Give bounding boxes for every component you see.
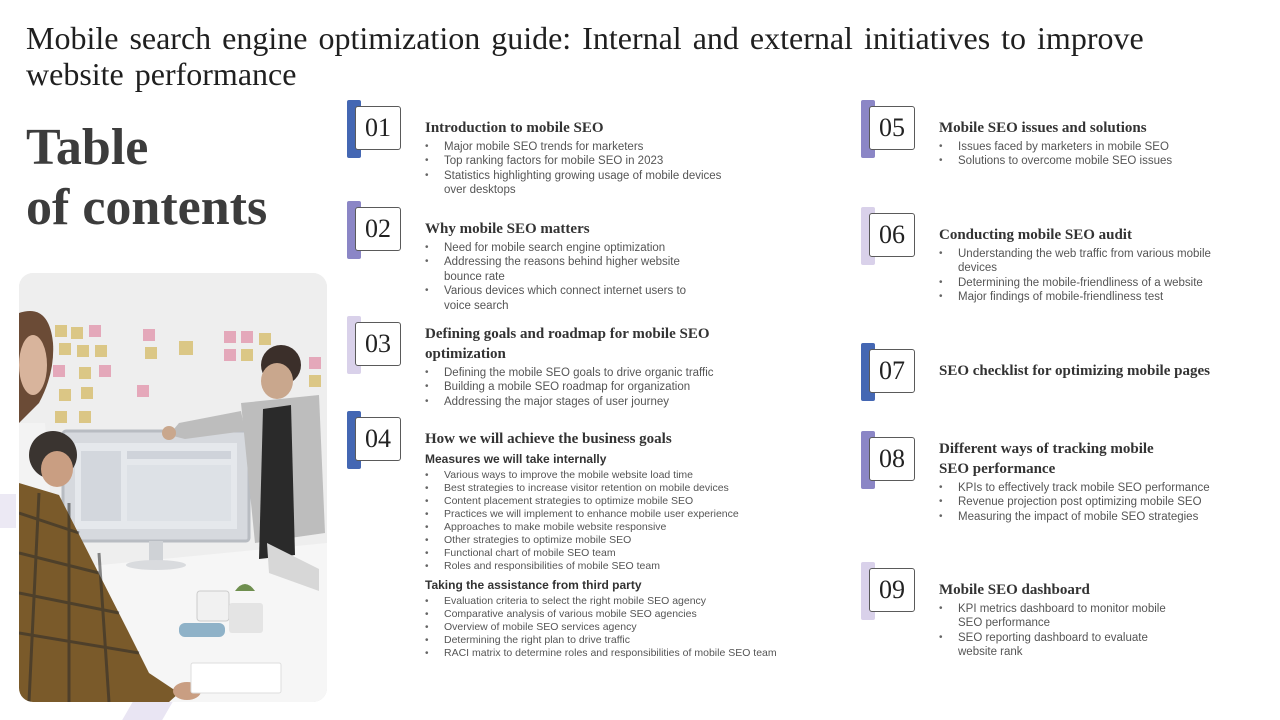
section-04 — [425, 429, 805, 660]
section-badge-01 — [347, 100, 407, 160]
bullet-item: • Addressing the major stages of user journey — [425, 395, 745, 409]
section-title: Different ways of tracking mobile SEO performance — [939, 441, 1154, 477]
section-title: Mobile SEO dashboard — [939, 582, 1090, 598]
bullet-item: • Measuring the impact of mobile SEO strategies — [939, 510, 1249, 524]
bullet-item: • Top ranking factors for mobile SEO in 2023 — [425, 154, 725, 168]
section-badge-09 — [861, 562, 921, 622]
section-bullets — [939, 602, 1189, 660]
section-title: Conducting mobile SEO audit — [939, 227, 1132, 243]
section-bullets — [939, 247, 1229, 305]
bullet-item: • Defining the mobile SEO goals to drive organic traffic — [425, 366, 745, 380]
section-number: 04 — [355, 417, 401, 461]
bullet-item: • Comparative analysis of various mobile SEO agencies — [425, 608, 805, 621]
bullet-item: • Best strategies to increase visitor retention on mobile devices — [425, 482, 805, 495]
section-title: Mobile SEO issues and solutions — [939, 120, 1147, 136]
bullet-item: • KPI metrics dashboard to monitor mobile SEO performance — [939, 602, 1189, 631]
bullet-item: • Issues faced by marketers in mobile SEO — [939, 140, 1239, 154]
internal-measures-heading: Measures we will take internally — [425, 452, 607, 466]
section-number: 01 — [355, 106, 401, 150]
section-bullets — [425, 366, 745, 409]
section-number: 08 — [869, 437, 915, 481]
bullet-item: • Overview of mobile SEO services agency — [425, 621, 805, 634]
section-title: SEO checklist for optimizing mobile pages — [939, 363, 1210, 379]
bullet-item: • Content placement strategies to optimize mobile SEO — [425, 495, 805, 508]
bullet-item: • Need for mobile search engine optimization — [425, 241, 695, 255]
section-number: 07 — [869, 349, 915, 393]
section-08 — [939, 439, 1249, 524]
section-02 — [425, 219, 695, 313]
bullet-item: • SEO reporting dashboard to evaluate website rank — [939, 631, 1189, 660]
section-badge-02 — [347, 201, 407, 261]
section-title: Introduction to mobile SEO — [425, 120, 604, 136]
section-number: 06 — [869, 213, 915, 257]
external-assistance-heading: Taking the assistance from third party — [425, 578, 642, 592]
bullet-item: • Building a mobile SEO roadmap for organization — [425, 380, 745, 394]
bullet-item: • Major findings of mobile-friendliness test — [939, 290, 1229, 304]
section-number: 05 — [869, 106, 915, 150]
section-title: Why mobile SEO matters — [425, 221, 590, 237]
bullet-item: • Determining the mobile-friendliness of a website — [939, 276, 1229, 290]
section-badge-06 — [861, 207, 921, 267]
section-number: 02 — [355, 207, 401, 251]
section-bullets — [939, 481, 1249, 524]
bullet-item: • Evaluation criteria to select the right mobile SEO agency — [425, 595, 805, 608]
bullet-item: • Other strategies to optimize mobile SEO — [425, 534, 805, 547]
section-07 — [939, 361, 1259, 381]
section-bullets — [939, 140, 1239, 169]
bullet-item: • Understanding the web traffic from various mobile devices — [939, 247, 1229, 276]
bullet-item: • Major mobile SEO trends for marketers — [425, 140, 725, 154]
section-bullets — [425, 241, 695, 313]
section-badge-05 — [861, 100, 921, 160]
section-06 — [939, 225, 1229, 305]
office-meeting-photo — [19, 273, 327, 702]
toc-heading-line-2: of contents — [26, 179, 268, 236]
toc-heading-line-1: Table — [26, 119, 149, 176]
section-badge-07 — [861, 343, 921, 403]
section-03 — [425, 324, 745, 409]
toc-heading — [26, 118, 267, 238]
section-09 — [939, 580, 1189, 660]
bullet-item: • Approaches to make mobile website responsive — [425, 521, 805, 534]
bullet-item: • Revenue projection post optimizing mobile SEO — [939, 495, 1249, 509]
decorative-shape-left — [0, 494, 16, 528]
section-bullets — [425, 140, 725, 198]
internal-measures-list — [425, 469, 805, 573]
bullet-item: • Statistics highlighting growing usage of mobile devices over desktops — [425, 169, 725, 198]
bullet-item: • Various devices which connect internet users to voice search — [425, 284, 695, 313]
office-meeting-illustration — [19, 273, 327, 702]
bullet-item: • Functional chart of mobile SEO team — [425, 547, 805, 560]
bullet-item: • Determining the right plan to drive traffic — [425, 634, 805, 647]
section-badge-03 — [347, 316, 407, 376]
decorative-shape-bottom — [122, 700, 174, 720]
section-number: 09 — [869, 568, 915, 612]
section-title: How we will achieve the business goals — [425, 431, 672, 447]
section-badge-08 — [861, 431, 921, 491]
section-01 — [425, 118, 725, 198]
section-number: 03 — [355, 322, 401, 366]
bullet-item: • Roles and responsibilities of mobile SEO team — [425, 560, 805, 573]
page-title: Mobile search engine optimization guide: Internal and external initiatives to improve website performance — [26, 20, 1144, 92]
bullet-item: • Various ways to improve the mobile website load time — [425, 469, 805, 482]
section-title: Defining goals and roadmap for mobile SEO optimization — [425, 326, 710, 362]
bullet-item: • Practices we will implement to enhance mobile user experience — [425, 508, 805, 521]
bullet-item: • KPIs to effectively track mobile SEO performance — [939, 481, 1249, 495]
external-assistance-list — [425, 595, 805, 660]
bullet-item: • Addressing the reasons behind higher website bounce rate — [425, 255, 695, 284]
bullet-item: • Solutions to overcome mobile SEO issues — [939, 154, 1239, 168]
bullet-item: • RACI matrix to determine roles and responsibilities of mobile SEO team — [425, 647, 805, 660]
section-badge-04 — [347, 411, 407, 471]
section-05 — [939, 118, 1239, 169]
